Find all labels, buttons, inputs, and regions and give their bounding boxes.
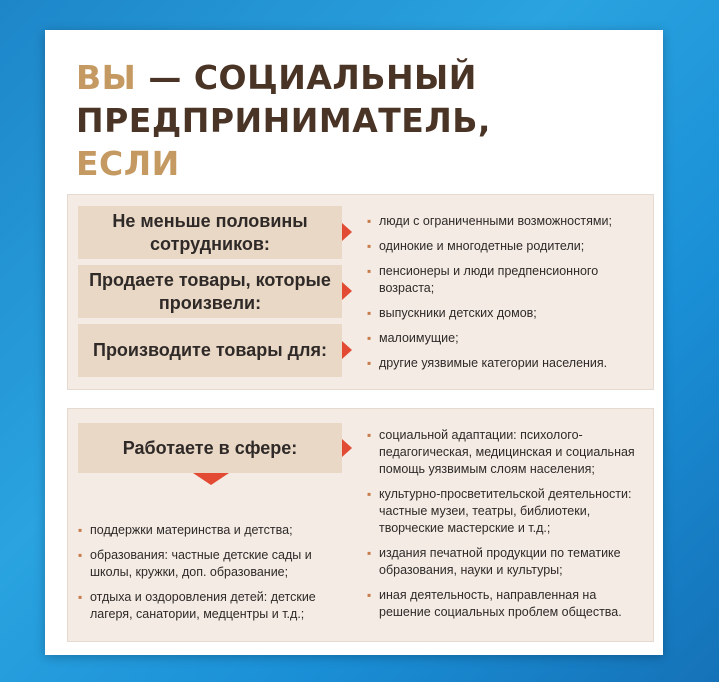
tag-work-sphere bbox=[78, 423, 342, 473]
tag-label: Не меньше половины сотрудников: bbox=[112, 210, 308, 254]
list-item bbox=[367, 355, 645, 372]
list-item bbox=[367, 427, 647, 478]
tag-label: Производите товары для: bbox=[93, 340, 327, 360]
bullet-icon: ▪ bbox=[367, 264, 372, 278]
title-accent: ВЫ bbox=[76, 58, 137, 97]
list-item bbox=[367, 330, 645, 347]
bullet-icon: ▪ bbox=[367, 331, 372, 345]
bullet-icon: ▪ bbox=[367, 356, 372, 370]
arrow-right-icon bbox=[342, 439, 352, 457]
tag-sell-products bbox=[78, 265, 342, 318]
bullet-icon: ▪ bbox=[367, 214, 372, 228]
bullet-icon: ▪ bbox=[367, 546, 372, 560]
sphere-list-left bbox=[78, 522, 348, 631]
list-item bbox=[367, 486, 647, 537]
list-item-text: другие уязвимые категории населения. bbox=[379, 356, 608, 370]
tag-label: Продаете товары, которые произвели: bbox=[89, 269, 331, 313]
list-item-text: малоимущие; bbox=[379, 331, 459, 345]
list-item bbox=[78, 589, 348, 623]
list-item-text: иная деятельность, направленная на решение социальных проблем общества. bbox=[379, 588, 622, 619]
title-line-3: ЕСЛИ bbox=[76, 144, 180, 183]
list-item bbox=[78, 547, 348, 581]
title-line-1-rest: — СОЦИАЛЬНЫЙ bbox=[136, 58, 477, 97]
bullet-icon: ▪ bbox=[78, 590, 83, 604]
list-item-text: отдыха и оздоровления детей: детские лагеря, санатории, медцентры и т.д.; bbox=[90, 590, 316, 621]
title-line-2: ПРЕДПРИНИМАТЕЛЬ, bbox=[76, 101, 491, 140]
tag-half-employees bbox=[78, 206, 342, 259]
list-item-text: поддержки материнства и детства; bbox=[90, 523, 293, 537]
list-item-text: образования: частные детские сады и школы, кружки, доп. образование; bbox=[90, 548, 312, 579]
bullet-icon: ▪ bbox=[78, 548, 83, 562]
list-item-text: пенсионеры и люди предпенсионного возраста; bbox=[379, 264, 599, 295]
list-item-text: выпускники детских домов; bbox=[379, 306, 537, 320]
list-item bbox=[367, 545, 647, 579]
list-item bbox=[367, 238, 645, 255]
list-item-text: социальной адаптации: психолого-педагогическая, медицинская и социальная помощь уязвимым слоям населения; bbox=[379, 428, 635, 476]
arrow-right-icon bbox=[342, 223, 352, 241]
arrow-down-icon bbox=[193, 473, 229, 485]
bullet-icon: ▪ bbox=[367, 239, 372, 253]
bullet-icon: ▪ bbox=[367, 428, 372, 442]
bullet-icon: ▪ bbox=[78, 523, 83, 537]
sphere-list-right bbox=[367, 427, 647, 629]
tag-produce-for bbox=[78, 324, 342, 377]
bullet-icon: ▪ bbox=[367, 487, 372, 501]
list-item bbox=[367, 305, 645, 322]
list-item-text: люди с ограниченными возможностями; bbox=[379, 214, 612, 228]
beneficiary-list bbox=[367, 213, 645, 380]
bullet-icon: ▪ bbox=[367, 306, 372, 320]
list-item bbox=[367, 587, 647, 621]
tag-label: Работаете в сфере: bbox=[122, 437, 298, 458]
list-item-text: культурно-просветительской деятельности: частные музеи, театры, библиотеки, творческие мастерские и т.д.; bbox=[379, 487, 632, 535]
arrow-right-icon bbox=[342, 341, 352, 359]
list-item bbox=[367, 213, 645, 230]
title-line-1 bbox=[76, 56, 491, 99]
list-item bbox=[78, 522, 348, 539]
page-title bbox=[76, 56, 491, 185]
bullet-icon: ▪ bbox=[367, 588, 372, 602]
list-item-text: одинокие и многодетные родители; bbox=[379, 239, 585, 253]
list-item-text: издания печатной продукции по тематике образования, науки и культуры; bbox=[379, 546, 621, 577]
list-item bbox=[367, 263, 645, 297]
arrow-right-icon bbox=[342, 282, 352, 300]
